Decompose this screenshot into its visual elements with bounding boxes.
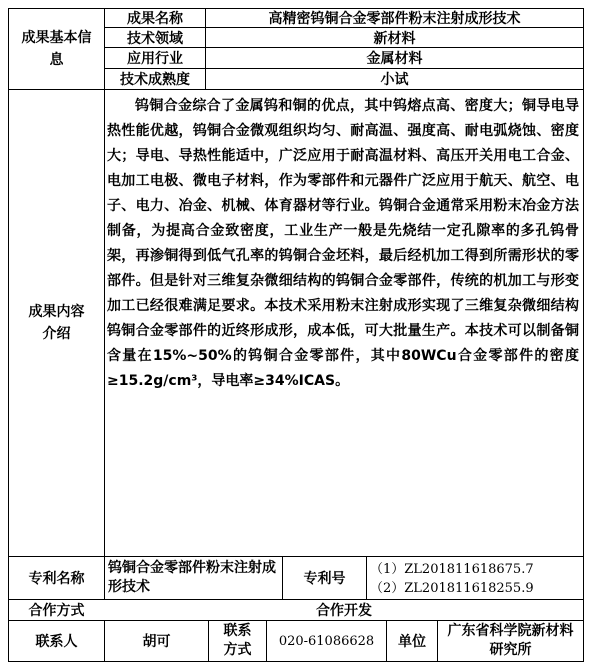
patent-name-value: 钨铜合金零部件粉末注射成形技术 [108, 560, 276, 595]
patent-number-item: （1）ZL201811618675.7 [370, 562, 534, 577]
industry-label: 应用行业 [127, 51, 183, 67]
patent-number-label: 专利号 [303, 571, 346, 587]
patent-number-list [370, 560, 582, 598]
achievement-name-value: 高精密钨铜合金零部件粉末注射成形技术 [268, 11, 521, 27]
cooperation-value: 合作开发 [316, 603, 372, 619]
patent-name-label: 专利名称 [28, 571, 85, 587]
contact-person-label: 联系人 [35, 634, 78, 650]
cooperation-label: 合作方式 [28, 603, 85, 619]
unit-label: 单位 [398, 634, 426, 650]
patent-number-item: （2）ZL201811618255.9 [370, 581, 534, 596]
column-divider [366, 556, 367, 600]
tech-field-label: 技术领域 [127, 30, 183, 47]
achievement-name-label: 成果名称 [127, 11, 183, 27]
content-label: 成果内容介绍 [28, 304, 85, 342]
maturity-label: 技术成熟度 [120, 72, 190, 88]
table-border-bottom [8, 661, 584, 662]
unit-value: 广东省科学院新材料研究所 [447, 623, 574, 658]
basic-info-label: 成果基本信息 [21, 30, 92, 68]
contact-method-label: 联系方式 [223, 623, 252, 658]
column-divider [104, 8, 105, 600]
industry-value: 金属材料 [366, 51, 423, 67]
tech-field-value: 新材料 [373, 30, 416, 47]
maturity-value: 小试 [380, 72, 409, 88]
contact-person-value: 胡可 [142, 634, 171, 650]
table-border-right [583, 8, 584, 662]
content-paragraph: 钨铜合金综合了金属钨和铜的优点，其中钨熔点高、密度大；铜导电导热性能优越，钨铜合金微观组织均匀、耐高温、强度高、耐电弧烧蚀、密度大；导电、导热性能适中，广泛应用于耐高温材料、高压开关用电工合金、电加工电极、微电子材料，作为零部件和元器件广泛应用于航天、航空、电子、电力、冶金、机械、体育器材等行业。钨铜合金通常采用粉末冶金方法制备，为提高合金致密度，工业生产一般是先烧结一定孔隙率的多孔钨骨架，再渗铜得到低气孔率的钨铜合金坯料，最后经机加工得到所需形状的零部件。但是针对三维复杂微细结构的钨铜合金零部件，传统的机加工与形变加工已经很难满足要求。本技术采用粉末注射成形实现了三维复杂微细结构钨铜合金零部件的近终形成形，成本低，可大批量生产。本技术可以制备铜含量在15%~50%的钨铜合金零部件，其中80WCu合金零部件的密度≥15.2g/cm³，导电率≥34%ICAS。 [107, 98, 579, 389]
content-text-cell [107, 94, 579, 554]
contact-method-value: 020-61086628 [278, 633, 375, 649]
